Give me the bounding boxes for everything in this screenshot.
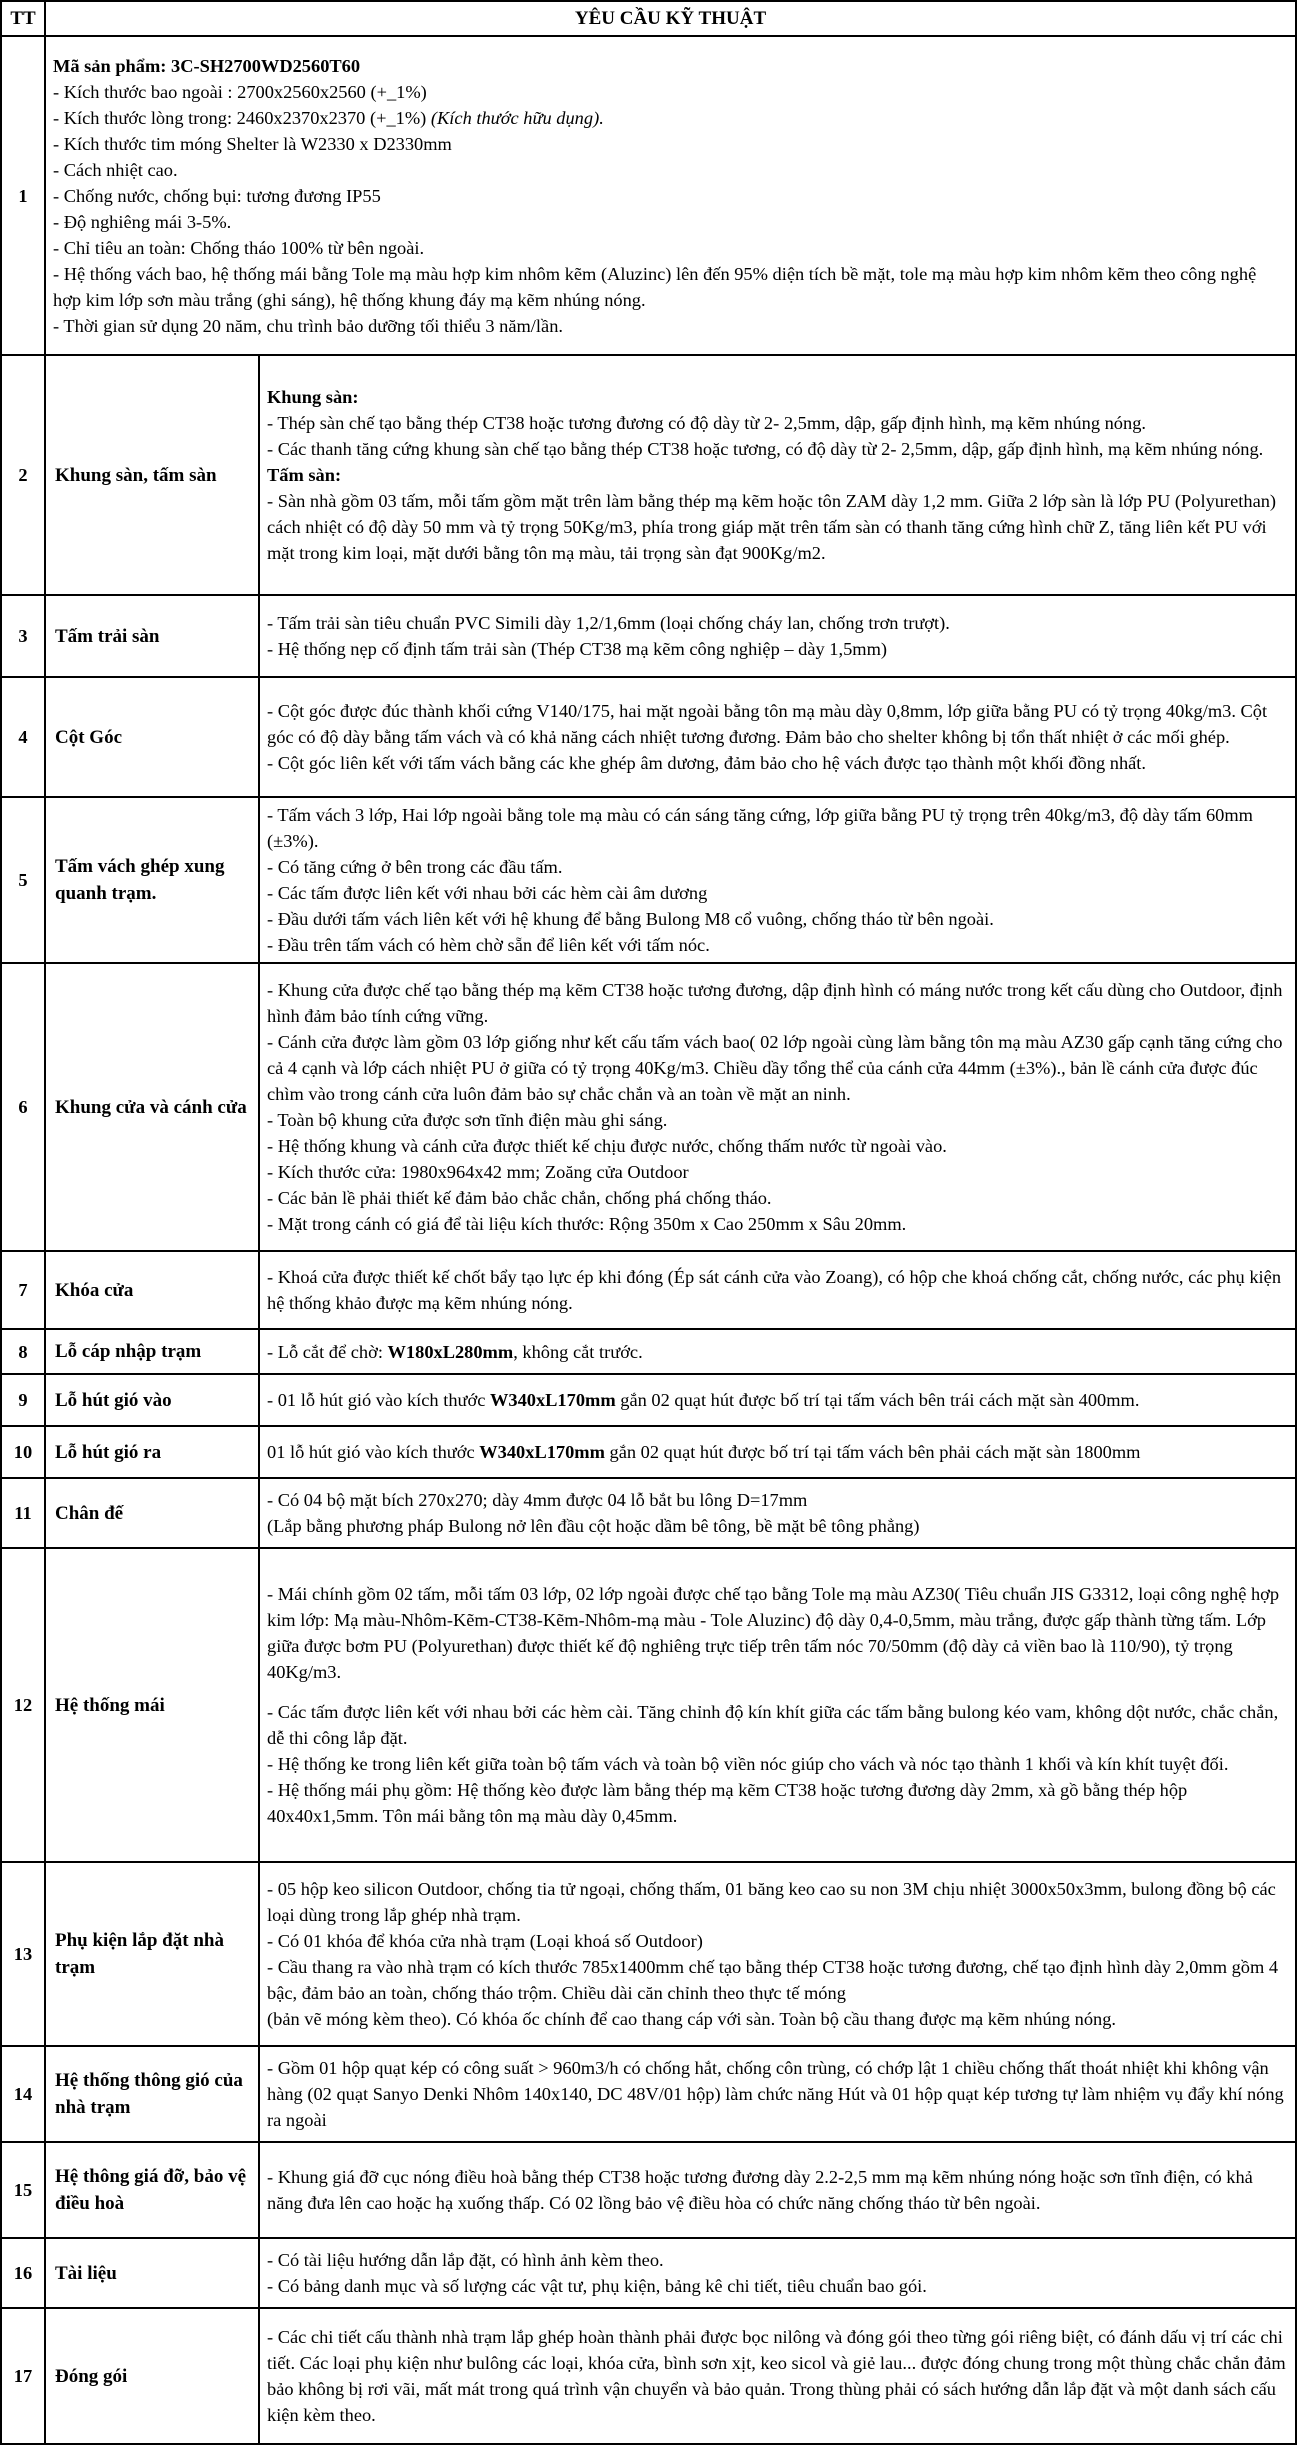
content-line: - Khoá cửa được thiết kế chốt bẩy tạo lực ép khi đóng (Ép sát cánh cửa vào Zoang), có hộp che khoá chống cắt, chống nước, các phụ kiện hệ thống khảo được mạ kẽm nhúng nóng. [267, 1267, 1282, 1313]
row-name: Phụ kiện lắp đặt nhà trạm [45, 1862, 259, 2046]
row-content [259, 1548, 1296, 1862]
row-name: Tấm trải sàn [45, 595, 259, 677]
row-number: 10 [1, 1426, 45, 1478]
section-heading: Khung sàn: [267, 387, 359, 407]
content-line: - Độ nghiêng mái 3-5%. [53, 211, 232, 232]
content-line: - Các tấm được liên kết với nhau bởi các hèm cài âm dương [267, 883, 708, 903]
content-line: - Cầu thang ra vào nhà trạm có kích thước 785x1400mm chế tạo bằng thép CT38 hoặc tương đương, chế tạo định hình dày 2,0mm gồm 4 bậc, đảm bảo an toàn, chống tháo trộm. Chiều dài căn chỉnh theo thực tế móng [267, 1957, 1279, 2003]
header-title: YÊU CẦU KỸ THUẬT [45, 1, 1296, 36]
content-line: - Có bảng danh mục và số lượng các vật tư, phụ kiện, bảng kê chi tiết, tiêu chuẩn bao gói. [267, 2276, 927, 2296]
content-line: - Thép sàn chế tạo bằng thép CT38 hoặc tương đương có độ dày từ 2- 2,5mm, dập, gấp định hình, mạ kẽm nhúng nóng. [267, 413, 1146, 433]
content-line: - Cánh cửa được làm gồm 03 lớp giống như kết cấu tấm vách bao( 02 lớp ngoài cùng làm bằng tôn mạ màu AZ30 gấp cạnh tăng cứng cho cả 4 cạnh và lớp cách nhiệt PU ở giữa có tỷ trọng 40Kg/m3. Chiều dầy tổng thể của cánh cửa 44mm (±3%)., bản lề cánh cửa được đúc chìm vào trong cánh cửa luôn đảm bảo sự chắc chắn và an toàn về mặt an ninh. [267, 1032, 1283, 1104]
section-heading: Tấm sàn: [267, 465, 342, 485]
table-row [1, 2046, 1296, 2142]
content-line: - Hệ thống nẹp cố định tấm trải sàn (Thép CT38 mạ kẽm công nghiệp – dày 1,5mm) [267, 639, 888, 659]
content-line: - Cột góc được đúc thành khối cứng V140/175, hai mặt ngoài bằng tôn mạ màu dày 0,8mm, lớp giữa bằng PU có tỷ trọng 40kg/m3. Cột góc có độ dày bằng tấm vách và có khả năng cách nhiệt tương đương. Đảm bảo cho shelter không bị tổn thất nhiệt ở các mối ghép. [267, 701, 1268, 747]
row-name: Khung cửa và cánh cửa [45, 963, 259, 1251]
content-line: - Tấm vách 3 lớp, Hai lớp ngoài bằng tole mạ màu có cán sáng tăng cứng, lớp giữa bằng PU tỷ trọng trên 40kg/m3, độ dày tấm 60mm (±3%). [267, 805, 1253, 851]
content-line: - Có tăng cứng ở bên trong các đầu tấm. [267, 857, 563, 877]
row-content [259, 595, 1296, 677]
row-name: Tấm vách ghép xung quanh trạm. [45, 797, 259, 963]
row-content [259, 1251, 1296, 1329]
row-content [259, 1329, 1296, 1374]
table-row [1, 797, 1296, 963]
row-number: 2 [1, 355, 45, 595]
content-line: (Lắp bằng phương pháp Bulong nở lên đầu cột hoặc dầm bê tông, bề mặt bê tông phẳng) [267, 1516, 920, 1536]
content-line: - Có tài liệu hướng dẫn lắp đặt, có hình ảnh kèm theo. [267, 2250, 664, 2270]
content-line: - Chỉ tiêu an toàn: Chống tháo 100% từ bên ngoài. [53, 237, 425, 258]
table-row [1, 677, 1296, 797]
row-content [259, 1426, 1296, 1478]
row-number: 5 [1, 797, 45, 963]
row-name: Lỗ cáp nhập trạm [45, 1329, 259, 1374]
row-name: Hệ thông giá đỡ, bảo vệ điều hoà [45, 2142, 259, 2238]
content-line: - Cách nhiệt cao. [53, 159, 178, 180]
row-content [259, 1862, 1296, 2046]
header-row [1, 1, 1296, 36]
table-row [1, 355, 1296, 595]
row-content [259, 1374, 1296, 1426]
table-row [1, 595, 1296, 677]
table-row [1, 1862, 1296, 2046]
table-row [1, 1548, 1296, 1862]
content-line: - Có 04 bộ mặt bích 270x270; dày 4mm được 04 lỗ bắt bu lông D=17mm [267, 1490, 808, 1510]
content-line: - Các bản lề phải thiết kế đảm bảo chắc chắn, chống phá chống tháo. [267, 1188, 772, 1208]
table-row [1, 1374, 1296, 1426]
row-name: Lỗ hút gió ra [45, 1426, 259, 1478]
content-line: - Mặt trong cánh có giá để tài liệu kích thước: Rộng 350m x Cao 250mm x Sâu 20mm. [267, 1214, 907, 1234]
content-line: - Đầu trên tấm vách có hèm chờ sẵn để liên kết với tấm nóc. [267, 935, 710, 955]
content-line: - Có 01 khóa để khóa cửa nhà trạm (Loại khoá số Outdoor) [267, 1931, 703, 1951]
table-row [1, 1251, 1296, 1329]
row-content [45, 36, 1296, 355]
content-line: - Tấm trải sàn tiêu chuẩn PVC Simili dày 1,2/1,6mm (loại chống cháy lan, chống trơn trượt). [267, 613, 950, 633]
content-line: - Các chi tiết cấu thành nhà trạm lắp ghép hoàn thành phải được bọc nilông và đóng gói theo từng gói riêng biệt, có đánh dấu vị trí các chi tiết. Các loại phụ kiện như bulông các loại, khóa cửa, bình sơn xịt, keo sicol và giẻ lau... được đóng chung trong một thùng chắc chắn đảm bảo không bị rơi vãi, mất mát trong quá trình vận chuyển và bảo quản. Trong thùng phải có sách hướng dẫn lắp đặt và một danh sách cấu kiện kèm theo. [267, 2327, 1286, 2425]
content-line: - Kích thước cửa: 1980x964x42 mm; Zoăng cửa Outdoor [267, 1162, 689, 1182]
table-row [1, 2308, 1296, 2444]
row-number: 9 [1, 1374, 45, 1426]
content-line: - Kích thước tim móng Shelter là W2330 x D2330mm [53, 133, 452, 154]
content-line: - Toàn bộ khung cửa được sơn tĩnh điện màu ghi sáng. [267, 1110, 668, 1130]
table-row [1, 1426, 1296, 1478]
table-row [1, 1329, 1296, 1374]
row-content [259, 2238, 1296, 2308]
content-line: - 01 lỗ hút gió vào kích thước W340xL170mm gắn 02 quạt hút được bố trí tại tấm vách bên trái cách mặt sàn 400mm. [267, 1390, 1140, 1410]
content-line: - Hệ thống ke trong liên kết giữa toàn bộ tấm vách và toàn bộ viền nóc giúp cho vách và nóc tạo thành 1 khối và kín khít tuyệt đối. [267, 1754, 1229, 1774]
row-content [259, 677, 1296, 797]
content-line: - Chống nước, chống bụi: tương đương IP55 [53, 185, 381, 206]
row-number: 3 [1, 595, 45, 677]
content-line: - Sàn nhà gồm 03 tấm, mỗi tấm gồm mặt trên làm bằng thép mạ kẽm hoặc tôn ZAM dày 1,2 mm. Giữa 2 lớp sàn là lớp PU (Polyurethan) cách nhiệt có độ dày 50 mm và tỷ trọng 50Kg/m3, phía trong giáp mặt trên tấm sàn có thanh tăng cứng hình chữ Z, tăng liên kết PU với mặt trong kim loại, mặt dưới bằng tôn mạ màu, tải trọng sàn đạt 900Kg/m2. [267, 491, 1277, 563]
row-name: Đóng gói [45, 2308, 259, 2444]
header-tt: TT [1, 1, 45, 36]
content-line: 01 lỗ hút gió vào kích thước W340xL170mm gắn 02 quạt hút được bố trí tại tấm vách bên phải cách mặt sàn 1800mm [267, 1442, 1141, 1462]
row-content [259, 1478, 1296, 1548]
content-line: - Hệ thống mái phụ gồm: Hệ thống kèo được làm bằng thép mạ kẽm CT38 hoặc tương đương dày 2mm, xà gồ bằng thép hộp 40x40x1,5mm. Tôn mái bằng tôn mạ màu dày 0,45mm. [267, 1780, 1188, 1826]
content-line: - Lỗ cắt để chờ: W180xL280mm, không cắt trước. [267, 1341, 643, 1362]
content-line: - Khung giá đỡ cục nóng điều hoà bằng thép CT38 hoặc tương đương dày 2.2-2,5 mm mạ kẽm nhúng nóng hoặc sơn tĩnh điện, có khả năng đưa lên cao hoặc hạ xuống thấp. Có 02 lồng bảo vệ điều hòa có chức năng chống tháo từ bên ngoài. [267, 2167, 1253, 2213]
row-number: 16 [1, 2238, 45, 2308]
table-row [1, 36, 1296, 355]
content-line: - 05 hộp keo silicon Outdoor, chống tia tử ngoại, chống thấm, 01 băng keo cao su non 3M chịu nhiệt 3000x50x3mm, bulong đồng bộ các loại dùng trong lắp ghép nhà trạm. [267, 1879, 1276, 1925]
table-row [1, 1478, 1296, 1548]
row-name: Hệ thống thông gió của nhà trạm [45, 2046, 259, 2142]
content-line: - Gồm 01 hộp quạt kép có công suất > 960m3/h có chống hắt, chống côn trùng, có chớp lật 1 chiều chống thất thoát nhiệt khi không vận hàng (02 quạt Sanyo Denki Nhôm 140x140, DC 48V/01 hộp) làm chức năng Hút và 01 hộp quạt kép tương tự làm nhiệm vụ đẩy khí nóng ra ngoài [267, 2058, 1284, 2130]
row-number: 8 [1, 1329, 45, 1374]
row-number: 7 [1, 1251, 45, 1329]
content-line: - Kích thước bao ngoài : 2700x2560x2560 (+_1%) [53, 81, 427, 102]
table-row [1, 963, 1296, 1251]
content-line: - Các thanh tăng cứng khung sàn chế tạo bằng thép CT38 hoặc tương, có độ dày từ 2- 2,5mm, dập, gấp định hình, mạ kẽm nhúng nóng. [267, 439, 1264, 459]
table-row [1, 2238, 1296, 2308]
content-line: - Kích thước lòng trong: 2460x2370x2370 (+_1%) (Kích thước hữu dụng). [53, 107, 604, 128]
row-name: Chân đế [45, 1478, 259, 1548]
row-number: 12 [1, 1548, 45, 1862]
content-line: - Khung cửa được chế tạo bằng thép mạ kẽm CT38 hoặc tương đương, dập định hình có máng nước trong kết cấu dùng cho Outdoor, định hình đảm bảo tính cứng vững. [267, 980, 1283, 1026]
row-name: Khóa cửa [45, 1251, 259, 1329]
row-number: 14 [1, 2046, 45, 2142]
row-name: Tài liệu [45, 2238, 259, 2308]
content-line: - Các tấm được liên kết với nhau bởi các hèm cài. Tăng chỉnh độ kín khít giữa các tấm bằng bulong kéo vam, không dột nước, chắc chắn, dễ thi công lắp đặt. [267, 1702, 1279, 1748]
row-number: 6 [1, 963, 45, 1251]
row-content [259, 355, 1296, 595]
table-row [1, 2142, 1296, 2238]
row-name: Lỗ hút gió vào [45, 1374, 259, 1426]
spacer [267, 1685, 1287, 1699]
content-line: - Mái chính gồm 02 tấm, mỗi tấm 03 lớp, 02 lớp ngoài được chế tạo bằng Tole mạ màu AZ30( Tiêu chuẩn JIS G3312, loại công nghệ hợp kim lớp: Mạ màu-Nhôm-Kẽm-CT38-Kẽm-Nhôm-mạ màu - Tole Aluzinc) độ dày 0,4-0,5mm, màu trắng, được gấp thành từng tấm. Lớp giữa được bơm PU (Polyurethan) được thiết kế độ nghiêng trực tiếp trên tấm nóc 70/50mm (độ dày cả viền bao là 110/90), tỷ trọng 40Kg/m3. [267, 1584, 1280, 1682]
product-code: Mã sản phẩm: 3C-SH2700WD2560T60 [53, 55, 361, 76]
row-name: Hệ thống mái [45, 1548, 259, 1862]
row-content [259, 2308, 1296, 2444]
content-line: - Cột góc liên kết với tấm vách bằng các khe ghép âm dương, đảm bảo cho hệ vách được tạo thành một khối đồng nhất. [267, 753, 1147, 773]
row-name: Cột Góc [45, 677, 259, 797]
content-line: - Thời gian sử dụng 20 năm, chu trình bảo dưỡng tối thiểu 3 năm/lần. [53, 315, 563, 336]
row-number: 15 [1, 2142, 45, 2238]
row-number: 17 [1, 2308, 45, 2444]
row-content [259, 797, 1296, 963]
row-number: 1 [1, 36, 45, 355]
row-number: 4 [1, 677, 45, 797]
content-line: - Đầu dưới tấm vách liên kết với hệ khung để bằng Bulong M8 cổ vuông, chống tháo từ bên ngoài. [267, 909, 994, 929]
row-content [259, 2142, 1296, 2238]
row-content [259, 2046, 1296, 2142]
row-content [259, 963, 1296, 1251]
row-number: 13 [1, 1862, 45, 2046]
row-name: Khung sàn, tấm sàn [45, 355, 259, 595]
content-line: (bản vẽ móng kèm theo). Có khóa ốc chính để cao thang cáp với sàn. Toàn bộ cầu thang được mạ kẽm nhúng nóng. [267, 2009, 1117, 2029]
content-line: - Hệ thống khung và cánh cửa được thiết kế chịu được nước, chống thấm nước từ ngoài vào. [267, 1136, 947, 1156]
content-line: - Hệ thống vách bao, hệ thống mái bằng Tole mạ màu hợp kim nhôm kẽm (Aluzinc) lên đến 95% diện tích bề mặt, tole mạ màu hợp kim nhôm kẽm theo công nghệ hợp kim lớp sơn màu trắng (ghi sáng), hệ thống khung đáy mạ kẽm nhúng nóng. [53, 263, 1257, 310]
row-number: 11 [1, 1478, 45, 1548]
